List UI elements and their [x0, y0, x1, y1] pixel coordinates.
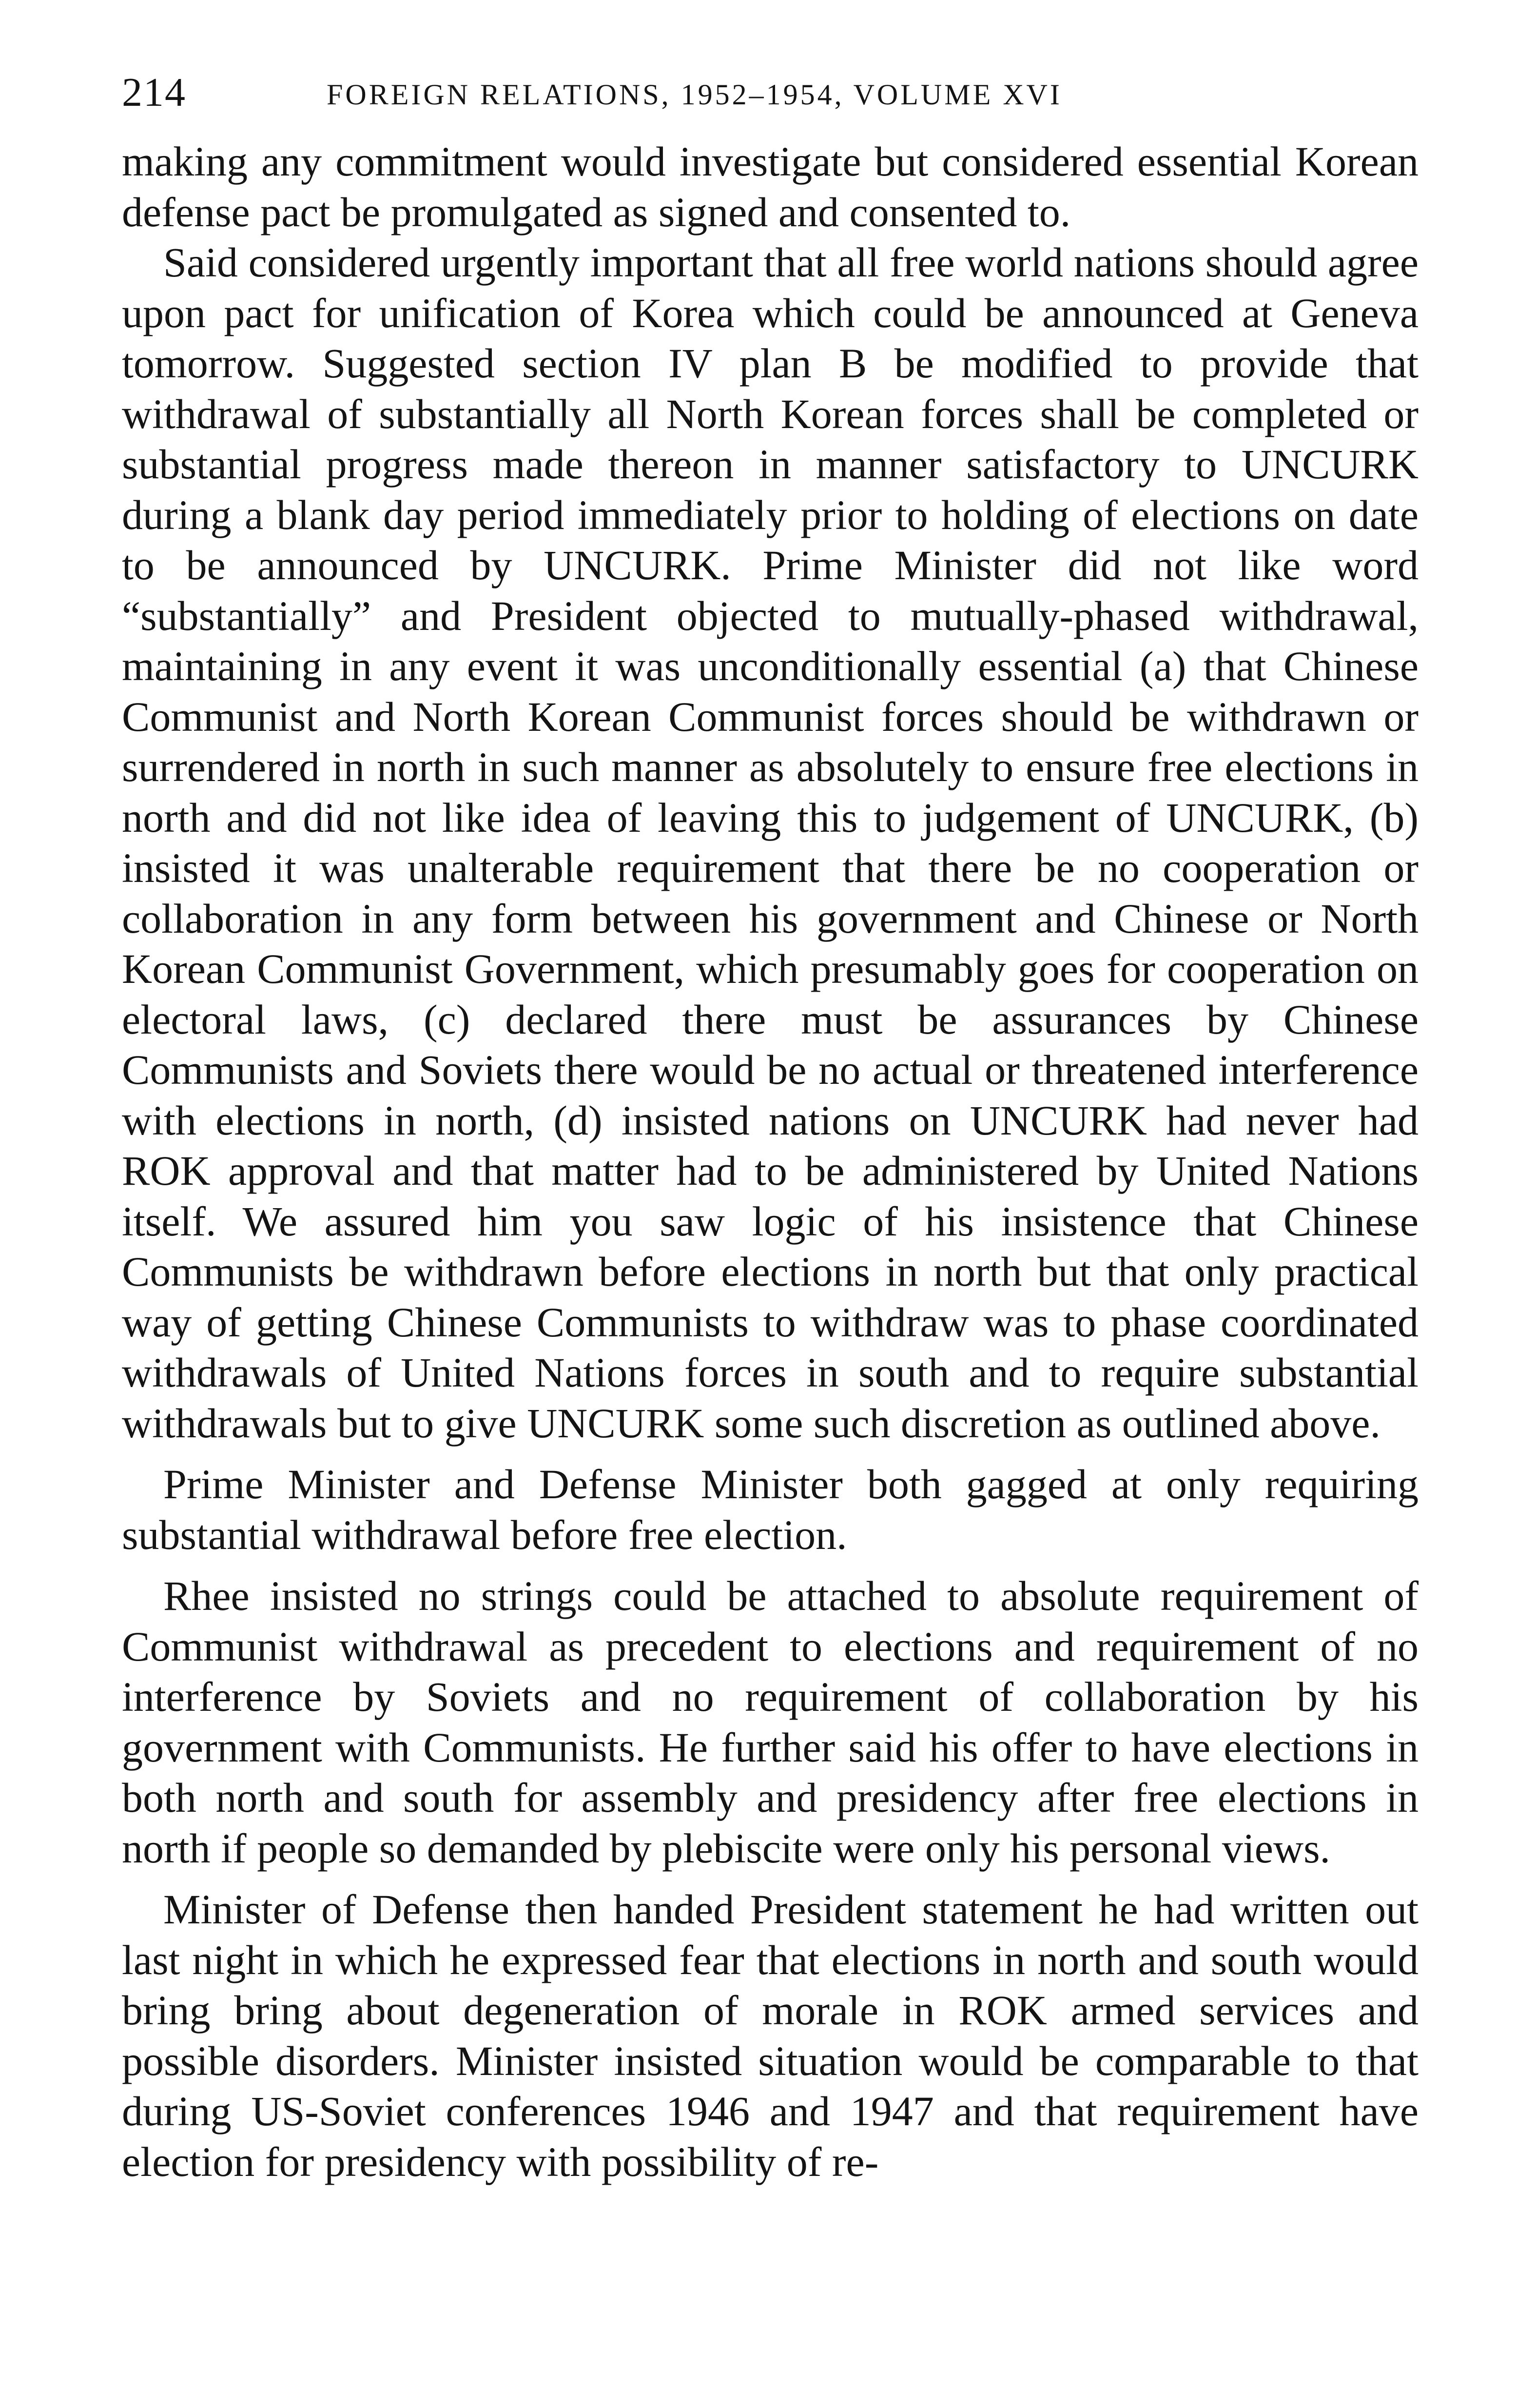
page-number: 214: [122, 70, 186, 115]
running-head: FOREIGN RELATIONS, 1952–1954, VOLUME XVI: [327, 78, 1062, 111]
document-page: [122, 63, 1419, 2187]
paragraph: Rhee insisted no strings could be attached to absolute requirement of Communist withdrawal as precedent to elections and requirement of no interference by Soviets and no requirement of collaboration by his government with Communists. He further said his offer to have elections in both north and south for assembly and presidency after free elections in north if people so demanded by plebiscite were only his personal views.: [122, 1572, 1419, 1872]
paragraph: Said considered urgently important that all free world nations should agree upon pact for unification of Korea which could be announced at Geneva tomorrow. Suggested section IV plan B be modified to provide that withdrawal of substantially all North Korean forces shall be completed or substantial progress made thereon in manner satisfactory to UNCURK during a blank day period immediately prior to holding of elections on date to be announced by UNCURK. Prime Minister did not like word “substantially” and President objected to mutually-phased withdrawal, maintaining in any event it was unconditionally essential (a) that Chinese Communist and North Korean Communist forces should be withdrawn or surrendered in north in such manner as absolutely to ensure free elections in north and did not like idea of leaving this to judgement of UNCURK, (b) insisted it was unalterable requirement that there be no cooperation or collaboration in any form between his government and Chinese or North Korean Communist Government, which presumably goes for cooperation on electoral laws, (c) declared there must be assurances by Chinese Communists and Soviets there would be no actual or threatened interference with elections in north, (d) insisted nations on UNCURK had never had ROK approval and that matter had to be administered by United Nations itself. We assured him you saw logic of his insistence that Chinese Communists be withdrawn before elections in north but that only practical way of getting Chinese Communists to withdraw was to phase coordinated withdrawals of United Nations forces in south and to require substantial withdrawals but to give UNCURK some such discretion as outlined above.: [122, 239, 1419, 1447]
page-header: [122, 63, 1419, 127]
body-text: [122, 137, 1419, 2187]
paragraph-continuation: making any commitment would investigate but considered essential Korean defense pact be promulgated as signed and consented to.: [122, 138, 1419, 235]
paragraph: Minister of Defense then handed President statement he had written out last night in which he expressed fear that elections in north and south would bring bring about degeneration of morale in ROK armed services and possible disorders. Minister insisted situation would be comparable to that during US-Soviet conferences 1946 and 1947 and that requirement have election for presidency with possibility of re-: [122, 1886, 1419, 2185]
paragraph: Prime Minister and Defense Minister both gagged at only requiring substantial withdrawal before free election.: [122, 1461, 1419, 1558]
